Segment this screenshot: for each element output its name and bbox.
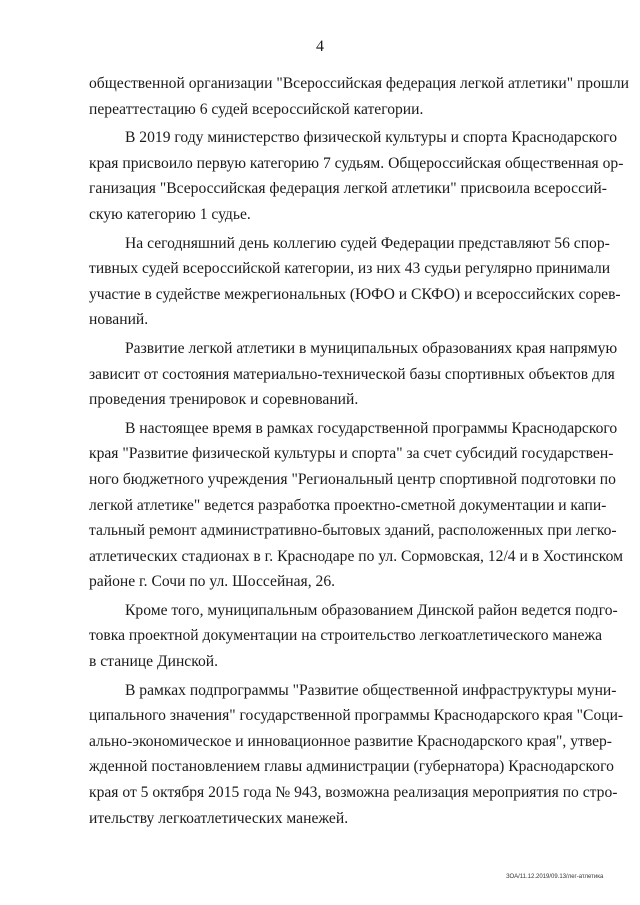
text-line: ного бюджетного учреждения "Региональный центр спортивной подготовки по <box>89 470 616 488</box>
text-line: переаттестацию 6 судей всероссийской категории. <box>89 100 424 118</box>
text-line: общественной организации "Всероссийская федерация легкой атлетики" прошли <box>89 75 630 92</box>
text-line: ганизация "Всероссийская федерация легкой атлетики" присвоила всероссий- <box>89 180 607 198</box>
paragraph-3 <box>89 231 621 333</box>
paragraph-2 <box>89 125 624 227</box>
paragraph-6 <box>89 598 618 675</box>
text-line: легкой атлетике" ведется разработка проектно-сметной документации и капи- <box>89 496 607 514</box>
text-line: скую категорию 1 судье. <box>89 205 251 223</box>
text-line: края от 5 октября 2015 года № 943, возможна реализация мероприятия по стро- <box>89 784 618 802</box>
text-line: На сегодняшний день коллегию судей Федерации представляют 56 спор- <box>125 234 610 252</box>
text-line: В рамках подпрограммы "Развитие общественной инфраструктуры муни- <box>125 681 617 699</box>
text-line: районе г. Сочи по ул. Шоссейная, 26. <box>89 573 336 591</box>
paragraph-5 <box>89 416 623 595</box>
text-line: В настоящее время в рамках государственной программы Краснодарского <box>125 419 618 437</box>
text-line: ципального значения" государственной программы Краснодарского края "Соци- <box>89 707 624 725</box>
text-line: зависит от состояния материально-технической базы спортивных объектов для <box>89 365 615 383</box>
text-line: Развитие легкой атлетики в муниципальных образованиях края напрямую <box>125 339 618 357</box>
text-line: нований. <box>89 311 149 329</box>
text-line: Кроме того, муниципальным образованием Динской район ведется подго- <box>125 601 618 619</box>
text-line: тивных судей всероссийской категории, из них 43 судьи регулярно принимали <box>89 260 611 278</box>
text-line: ально-экономическое и инновационное развитие Краснодарского края", утвер- <box>89 732 612 750</box>
text-line: товка проектной документации на строительство легкоатлетического манежа <box>89 627 603 645</box>
text-line: В 2019 году министерство физической культуры и спорта Краснодарского <box>125 129 618 147</box>
paragraph-4 <box>89 336 618 413</box>
text-line: жденной постановлением главы администрации (губернатора) Краснодарского <box>89 758 614 776</box>
text-line: в станице Динской. <box>89 653 219 671</box>
document-body <box>89 71 630 831</box>
document-footer-code: ЗОА/11.12.2019/09.13/лег-атлетика <box>506 874 604 880</box>
page-number: 4 <box>316 38 324 55</box>
text-line: участие в судействе межрегиональных (ЮФО и СКФО) и всероссийских сорев- <box>89 285 621 303</box>
paragraph-1 <box>89 71 630 122</box>
text-line: проведения тренировок и соревнований. <box>89 391 359 409</box>
text-line: атлетических стадионах в г. Краснодаре по ул. Сормовская, 12/4 и в Хостинском <box>89 547 623 565</box>
text-line: ительству легкоатлетических манежей. <box>89 809 349 827</box>
paragraph-7 <box>89 678 624 832</box>
text-line: тальный ремонт административно-бытовых зданий, расположенных при легко- <box>89 522 617 540</box>
text-line: края присвоило первую категорию 7 судьям. Общероссийская общественная ор- <box>89 154 624 172</box>
text-line: края "Развитие физической культуры и спорта" за счет субсидий государствен- <box>89 445 614 463</box>
